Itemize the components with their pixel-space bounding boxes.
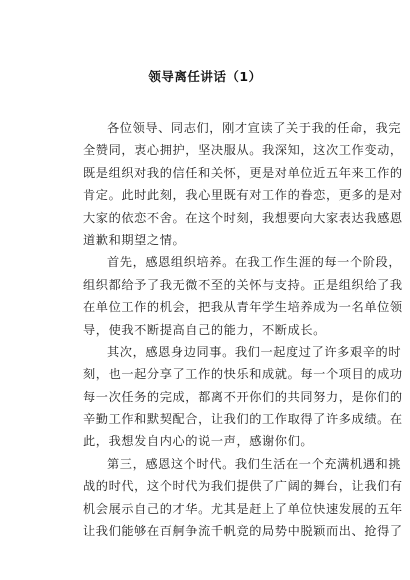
- body-line: 道歉和期望之情。: [83, 232, 186, 247]
- body-line: 既是组织对我的信任和关怀，更是对单位近五年来工作的: [83, 165, 403, 180]
- body-line: 在单位工作的机会，把我从青年学生培养成为一名单位领: [83, 300, 403, 315]
- document-title: 领导离任讲话（1）: [148, 69, 262, 84]
- body-line: 让我们能够在百舸争流千帆竞的局势中脱颖而出、抢得了: [83, 524, 403, 539]
- body-line: 肯定。此时此刻，我心里既有对工作的眷恋，更多的是对: [83, 188, 403, 203]
- body-line: 各位领导、同志们，刚才宣读了关于我的任命，我完: [107, 121, 402, 135]
- body-line: 每一次任务的完成，都离不开你们的共同努力，是你们的: [83, 389, 403, 404]
- body-line: 刻，也一起分享了工作的快乐和成就。每一个项目的成功: [83, 367, 403, 382]
- body-line: 辛勤工作和默契配合，让我们的工作取得了许多成绩。在: [83, 412, 403, 427]
- body-line: 第三，感恩这个时代。我们生活在一个充满机遇和挑: [107, 456, 402, 471]
- document-body: [83, 117, 403, 542]
- body-line: 全赞同，衷心拥护，坚决服从。我深知，这次工作变动，: [83, 143, 403, 158]
- body-line: 战的时代，这个时代为我们提供了广阔的舞台，让我们有: [83, 479, 403, 494]
- body-line: 大家的依恋不舍。在这个时刻，我想要向大家表达我感恩: [83, 210, 403, 225]
- body-line: 机会展示自己的才华。尤其是赶上了单位快速发展的五年: [83, 501, 403, 516]
- body-line: 导，使我不断提高自己的能力，不断成长。: [83, 322, 326, 337]
- body-line: 其次，感恩身边同事。我们一起度过了许多艰辛的时: [107, 344, 402, 359]
- body-line: 组织都给予了我无微不至的关怀与支持。正是组织给了我: [83, 277, 403, 292]
- body-line: 此，我想发自内心的说一声，感谢你们。: [83, 434, 314, 449]
- body-line: 首先，感恩组织培养。在我工作生涯的每一个阶段，: [107, 255, 402, 270]
